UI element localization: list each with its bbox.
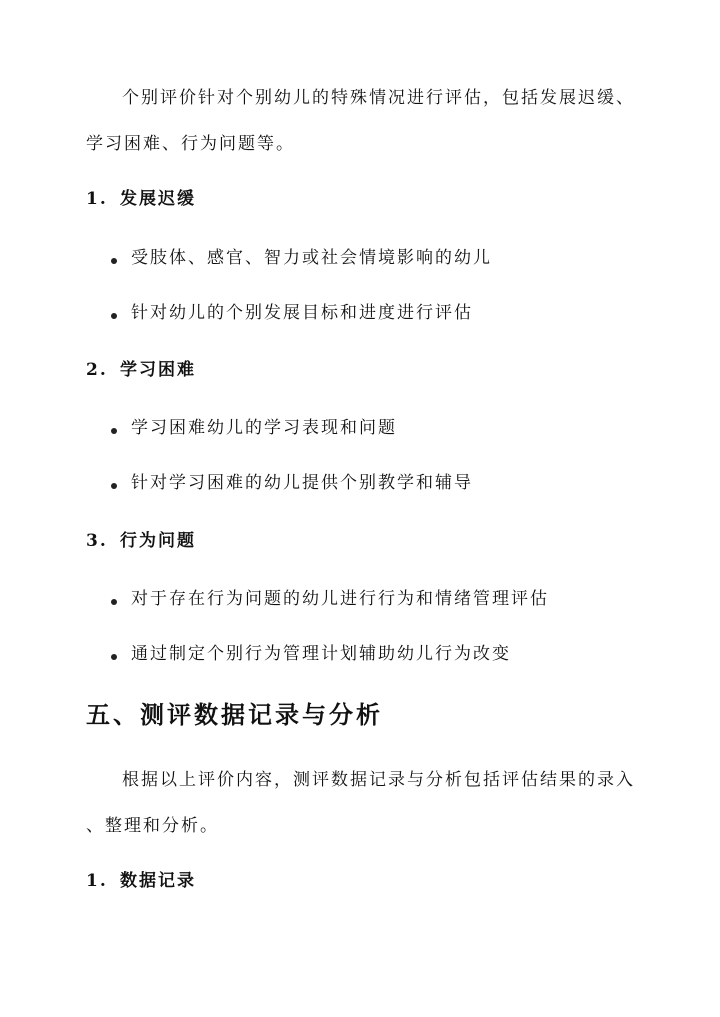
section-title: 行为问题 [120, 531, 196, 551]
section-heading [86, 187, 720, 211]
bullet-icon [111, 483, 117, 489]
section-number: 1. [86, 189, 108, 209]
section-title: 数据记录 [120, 871, 196, 891]
bullet-icon [111, 599, 117, 605]
section-title: 学习困难 [120, 360, 196, 380]
bullet-icon [111, 313, 117, 319]
bullet-icon [111, 258, 117, 264]
section-title: 发展迟缓 [120, 189, 196, 209]
section-heading [86, 869, 720, 893]
section-number: 3. [86, 531, 108, 551]
section-heading [86, 529, 720, 553]
bullet-icon [111, 428, 117, 434]
intro-paragraph-line-1: 个别评价针对个别幼儿的特殊情况进行评估，包括发展迟缓、 [122, 88, 635, 108]
bullet-item: 受肢体、感官、智力或社会情境影响的幼儿 [131, 248, 492, 268]
intro-paragraph-line-2: 学习困难、行为问题等。 [86, 134, 295, 154]
bullet-item: 针对幼儿的个别发展目标和进度进行评估 [131, 303, 473, 323]
bullet-item: 通过制定个别行为管理计划辅助幼儿行为改变 [131, 644, 511, 664]
bullet-item: 针对学习困难的幼儿提供个别教学和辅导 [131, 473, 473, 493]
bullet-item: 对于存在行为问题的幼儿进行行为和情绪管理评估 [131, 589, 549, 609]
chapter-paragraph-line-2: 、整理和分析。 [86, 816, 219, 836]
bullet-icon [111, 654, 117, 660]
section-heading [86, 358, 720, 382]
bullet-item: 学习困难幼儿的学习表现和问题 [131, 418, 397, 438]
chapter-title: 五、测评数据记录与分析 [86, 700, 383, 729]
chapter-paragraph-line-1: 根据以上评价内容，测评数据记录与分析包括评估结果的录入 [122, 770, 635, 790]
section-number: 1. [86, 871, 108, 891]
section-number: 2. [86, 360, 108, 380]
